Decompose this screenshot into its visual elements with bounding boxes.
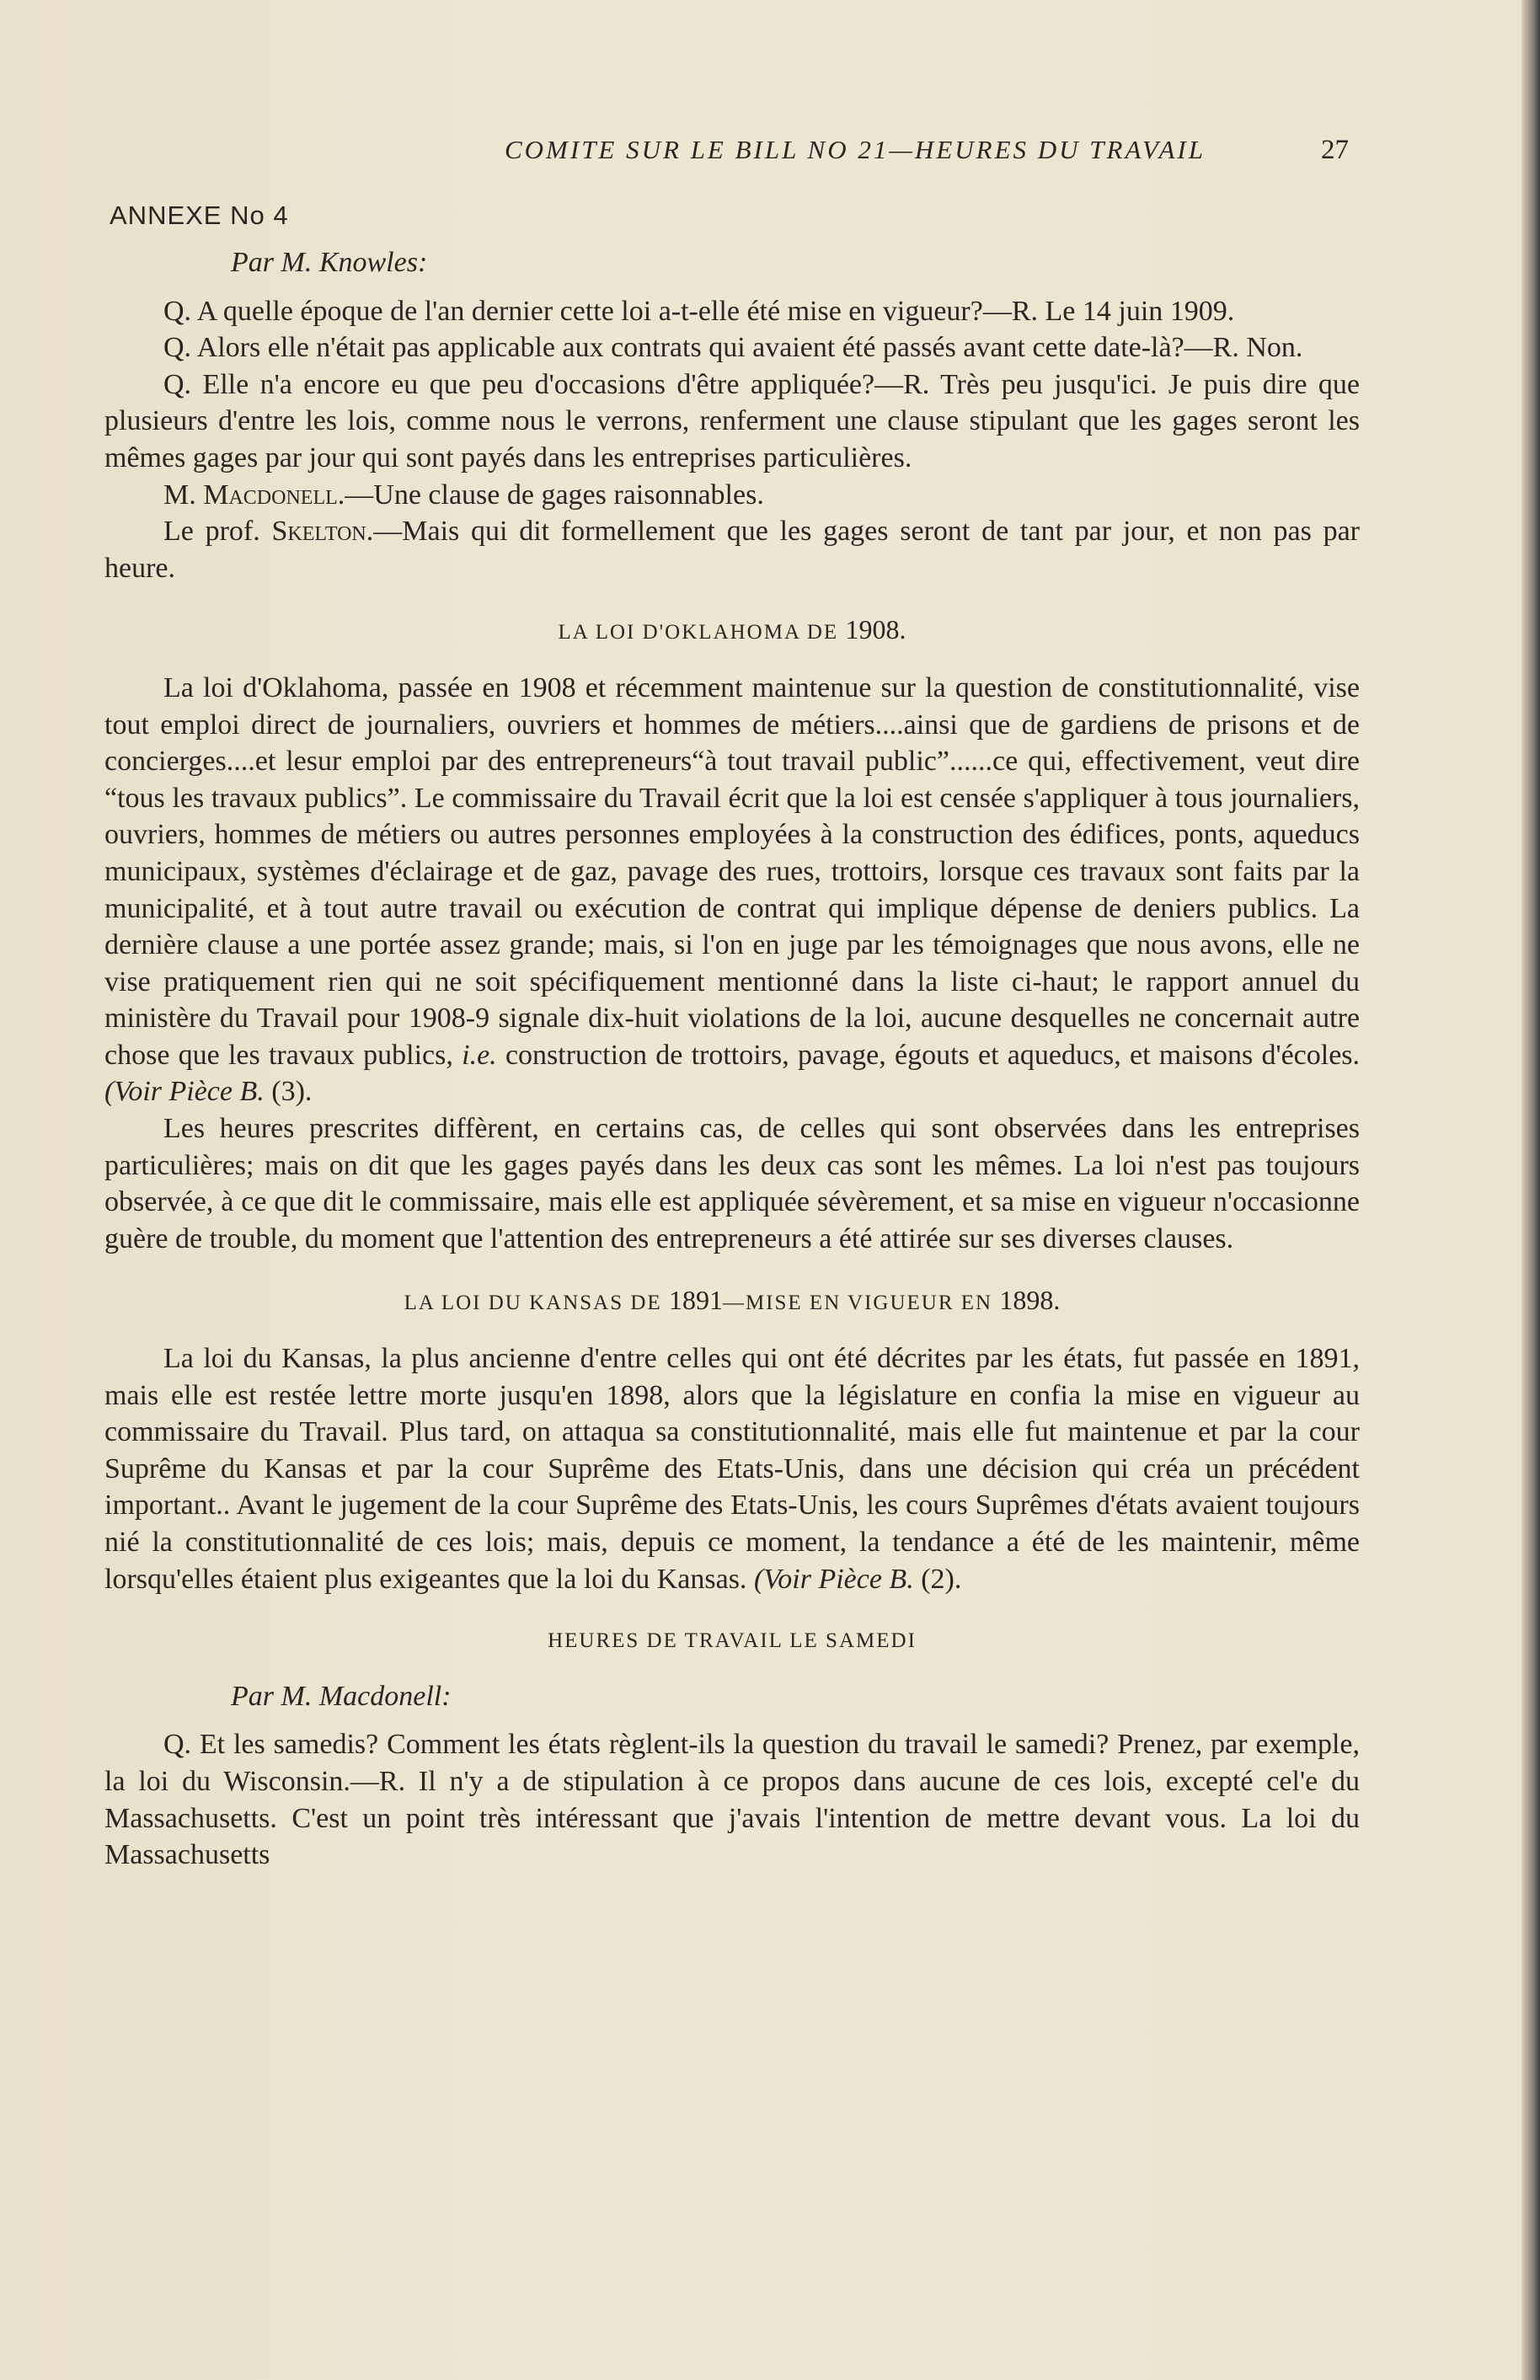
kansas-paragraph — [104, 1340, 1360, 1597]
kansas-ref: (Voir Pièce B. — [753, 1563, 914, 1595]
macdonell-remark — [104, 477, 1360, 514]
qa-paragraph-2: Q. Alors elle n'était pas applicable aux contrats qui avaient été passés avant cette date-là?—R. Non. — [163, 332, 1303, 364]
heading-oklahoma-year: 1908. — [845, 614, 906, 645]
skelton-remark — [104, 513, 1360, 586]
annex-label: ANNEXE No 4 — [110, 201, 289, 230]
skelton-name: Skelton. — [271, 516, 374, 548]
kansas-text: La loi du Kansas, la plus ancienne d'entre celles qui ont été décrites par les états, fut passée en 1891, mais elle est restée lettre morte jusqu'en 1898, alors que la législature en confia la mise en vigueur au commissaire du Travail. Plus tard, on attaqua sa constitutionnalité, mais elle fut maintenue et par la cour Suprême du Kansas et par la cour Suprême des Etats-Unis, dans une décision qui créa un précédent important.. Avant le jugement de la cour Suprême des Etats-Unis, les cours Suprêmes d'états avaient toujours nié la constitutionnalité de ces lois; mais, depuis ce moment, la tendance a été de les maintenir, même lorsqu'elles étaient plus exigeantes que la loi du Kansas. — [104, 1343, 1360, 1595]
document-body — [104, 244, 1360, 1874]
heading-kansas-text: LA LOI DU KANSAS DE — [404, 1292, 662, 1315]
macdonell-text: —Une clause de gages raisonnables. — [345, 479, 764, 511]
speaker-label-macdonell: Par M. Macdonell: — [231, 1680, 452, 1712]
heading-oklahoma-text: LA LOI D'OKLAHOMA DE — [558, 621, 839, 644]
oklahoma-p1-ref-num: (3). — [271, 1076, 313, 1108]
qa-paragraph-1: Q. A quelle époque de l'an dernier cette loi a-t-elle été mise en vigueur?—R. Le 14 juin 1909. — [163, 295, 1235, 327]
heading-kansas-mid: —MISE EN VIGUEUR EN — [722, 1292, 993, 1315]
oklahoma-p1-ie: i.e. — [462, 1039, 497, 1071]
qa-paragraph-3: Q. Elle n'a encore eu que peu d'occasions d'être appliquée?—R. Très peu jusqu'ici. Je puis dire que plusieurs d'entre les lois, comme nous le verrons, renferment une clause stipulant que les gages seront les mêmes gages par jour qui sont payés dans les entreprises particulières. — [104, 368, 1360, 473]
kansas-ref-num: (2). — [921, 1563, 962, 1595]
oklahoma-paragraph-2: Les heures prescrites diffèrent, en certains cas, de celles qui sont observées dans les entreprises particulières; mais on dit que les gages payés dans les deux cas sont les mêmes. La loi n'est pas toujours observée, à ce que dit le commissaire, mais elle est appliquée sévèrement, et sa mise en vigueur n'occasionne guère de trouble, du moment que l'attention des entrepreneurs a été attirée sur ses diverses clauses. — [104, 1113, 1360, 1254]
macdonell-name: M. Macdonell. — [163, 479, 345, 511]
speaker-label-knowles: Par M. Knowles: — [231, 247, 428, 278]
section-heading-oklahoma — [104, 612, 1360, 651]
section-heading-saturday: HEURES DE TRAVAIL LE SAMEDI — [548, 1629, 917, 1653]
running-head: COMITE SUR LE BILL NO 21—HEURES DU TRAVAIL — [504, 135, 1206, 164]
oklahoma-p1-tail: construction de trottoirs, pavage, égouts et aqueducs, et maisons d'écoles. — [505, 1039, 1361, 1071]
skelton-text: —Mais qui dit formellement que les gages seront de tant par jour, et non pas par heure. — [104, 516, 1360, 584]
saturday-paragraph: Q. Et les samedis? Comment les états règlent-ils la question du travail le samedi? Prenez, par exemple, la loi du Wisconsin.—R. Il n'y a de stipulation à ce propos dans aucune de ces lois, excepté cel'e du Massachusetts. C'est un point très intéressant que j'avais l'intention de mettre devant vous. La loi du Massachusetts — [104, 1729, 1360, 1871]
heading-kansas-year2: 1898. — [999, 1285, 1061, 1316]
page-number: 27 — [1321, 135, 1349, 165]
heading-kansas-year1: 1891 — [668, 1285, 723, 1316]
oklahoma-p1-ref: (Voir Pièce B. — [104, 1076, 265, 1108]
skelton-prefix: Le prof. — [163, 516, 260, 548]
oklahoma-p1-text: La loi d'Oklahoma, passée en 1908 et récemment maintenue sur la question de constitutionnalité, vise tout emploi direct de journaliers, ouvriers et hommes de métiers....ainsi que de gardiens de prisons et de concierges....et lesur emploi par des entrepreneurs“à tout travail public”......ce qui, effectivement, veut dire “tous les travaux publics”. Le commissaire du Travail écrit que la loi est censée s'appliquer à tous journaliers, ouvriers, hommes de métiers ou autres personnes employées à la construction des édifices, ponts, aqueducs municipaux, systèmes d'éclairage et de gaz, pavage des rues, trottoirs, lorsque ces travaux sont faits par la municipalité, et à tout autre travail ou exécution de contrat qui implique dépense de deniers publics. La dernière clause a une portée assez grande; mais, si l'on en juge par les témoignages que nous avons, elle ne vise pratiquement rien qui ne soit spécifiquement mentionné dans la liste ci-haut; le rapport annuel du ministère du Travail pour 1908-9 signale dix-huit violations de la loi, aucune desquelles ne concernait autre chose que les travaux publics, — [104, 671, 1360, 1071]
section-heading-kansas — [104, 1282, 1360, 1322]
oklahoma-paragraph-1 — [104, 670, 1360, 1110]
